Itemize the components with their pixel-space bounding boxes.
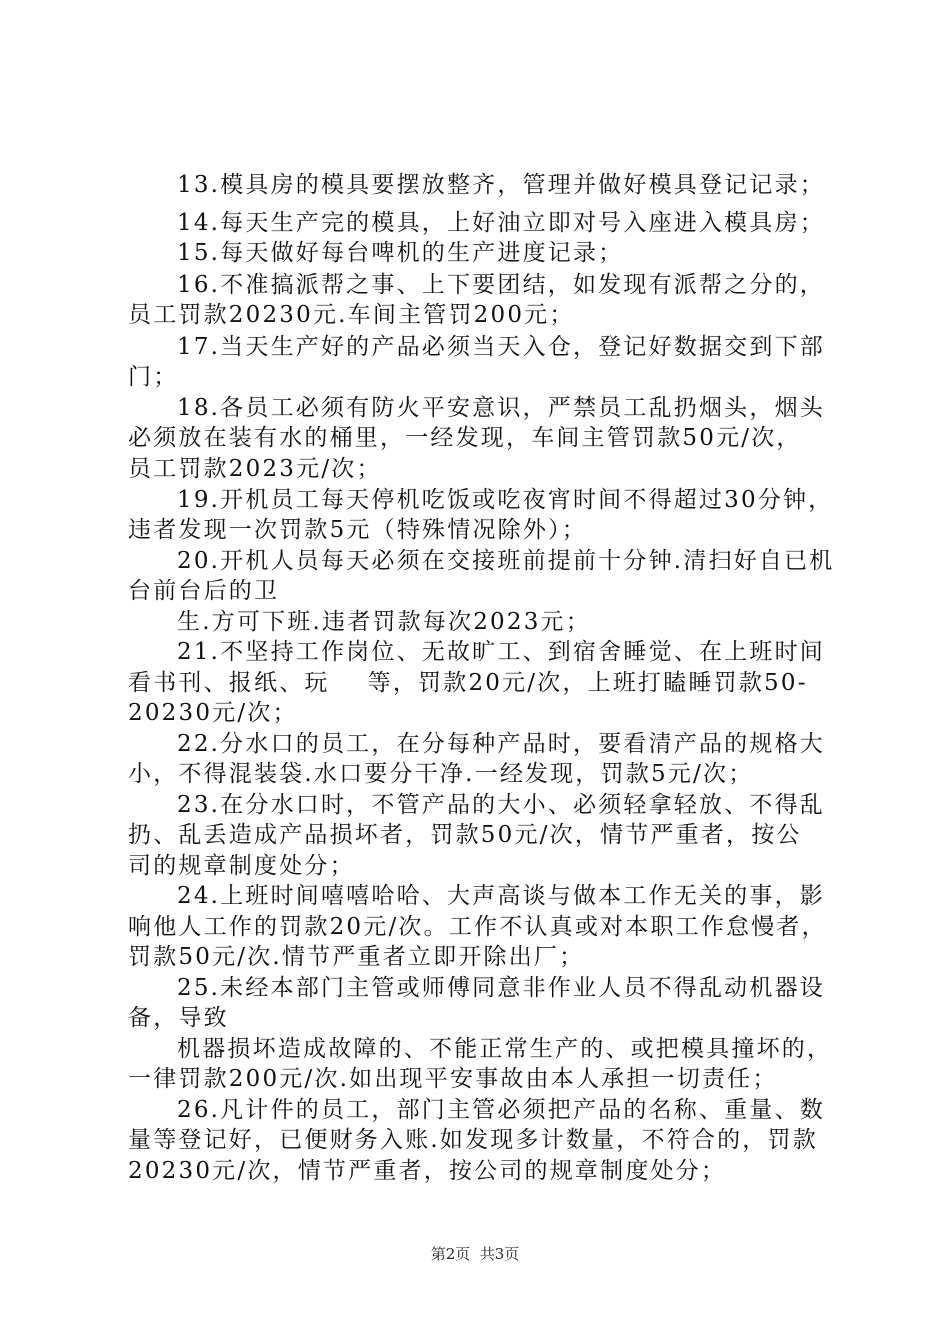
text-line: 员工罚款2023元/次； [128, 456, 382, 482]
text-line: 19.开机员工每天停机吃饭或吃夜宵时间不得超过30分钟， [177, 487, 834, 513]
text-line: 罚款50元/次.情节严重者立即开除出厂； [128, 944, 585, 970]
text-line: 20230元/次； [128, 700, 298, 726]
text-line: 24.上班时间嘻嘻哈哈、大声高谈与做本工作无关的事，影 [177, 883, 825, 909]
text-line: 16.不准搞派帮之事、上下要团结，如发现有派帮之分的， [177, 272, 825, 298]
text-line: 20.开机人员每天必须在交接班前提前十分钟.清扫好自已机 [177, 548, 835, 574]
text-line: 员工罚款20230元.车间主管罚200元； [128, 302, 575, 328]
text-line: 18.各员工必须有防火平安意识，严禁员工乱扔烟头，烟头 [177, 395, 825, 421]
text-line: 违者发现一次罚款5元（特殊情况除外）； [128, 517, 587, 543]
text-line: 14.每天生产完的模具，上好油立即对号入座进入模具房； [177, 210, 825, 236]
text-line: 扔、乱丢造成产品损坏者，罚款50元/次，情节严重者，按公 [128, 822, 802, 848]
text-line: 司的规章制度处分； [128, 853, 355, 879]
text-line: 26.凡计件的员工，部门主管必须把产品的名称、重量、数 [177, 1097, 825, 1123]
page-number: 第2页 共3页 [430, 1245, 520, 1263]
text-line: 15.每天做好每台啤机的生产进度记录； [177, 240, 624, 266]
text-line: 25.未经本部门主管或师傅同意非作业人员不得乱动机器设 [177, 975, 825, 1001]
text-line: 22.分水口的员工，在分每种产品时，要看清产品的规格大 [177, 731, 825, 757]
text-line: 必须放在装有水的桶里，一经发现，车间主管罚款50元/次， [128, 425, 802, 451]
text-line: 门； [128, 364, 179, 390]
text-line: 小，不得混装袋.水口要分干净.一经发现，罚款5元/次； [128, 761, 754, 787]
text-line: 20230元/次，情节严重者，按公司的规章制度处分； [128, 1158, 727, 1184]
text-line: 台前台后的卫 [128, 578, 280, 604]
text-line: 17.当天生产好的产品必须当天入仓，登记好数据交到下部 [177, 334, 825, 360]
text-line: 响他人工作的罚款20元/次。工作不认真或对本职工作怠慢者， [128, 914, 827, 940]
text-line: 13.模具房的模具要摆放整齐，管理并做好模具登记记录； [177, 172, 825, 198]
text-line: 23.在分水口时，不管产品的大小、必须轻拿轻放、不得乱 [177, 792, 825, 818]
text-line: 21.不坚持工作岗位、无故旷工、到宿舍睡觉、在上班时间 [177, 639, 825, 665]
text-line: 生.方可下班.违者罚款每次2023元； [177, 609, 591, 635]
text-line: 看书刊、报纸、玩 等，罚款20元/次，上班打瞌睡罚款50- [128, 670, 808, 696]
text-line: 备，导致 [128, 1005, 229, 1031]
text-line: 一律罚款200元/次.如出现平安事故由本人承担一切责任； [128, 1066, 778, 1092]
text-line: 机器损坏造成故障的、不能正常生产的、或把模具撞坏的， [177, 1036, 833, 1062]
text-line: 量等登记好，已便财务入账.如发现多计数量，不符合的，罚款 [128, 1127, 818, 1153]
